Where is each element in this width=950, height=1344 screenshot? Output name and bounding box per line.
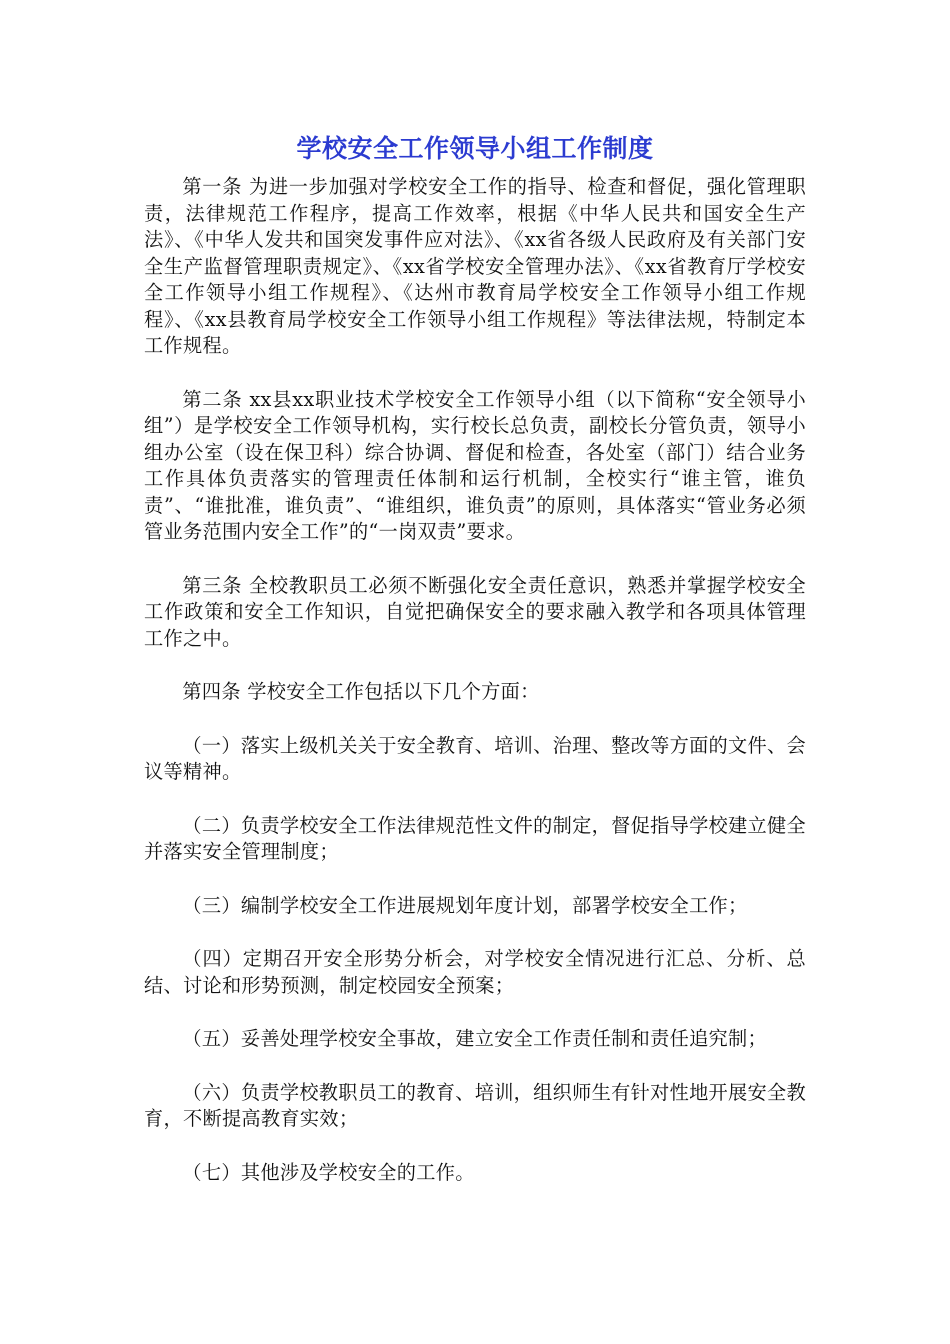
paragraph-article-1: 第一条 为进一步加强对学校安全工作的指导、检查和督促，强化管理职责，法律规范工作程序，提高工作效率，根据《中华人民共和国安全生产法》、《中华人发共和国突发事件应对法》、《xx省各级人民政府及有关部门安全生产监督管理职责规定》、《xx省学校安全管理办法》、《xx省教育厅学校安全工作领导小组工作规程》、《达州市教育局学校安全工作领导小组工作规程》、《xx县教育局学校安全工作领导小组工作规程》等法律法规，特制定本工作规程。: [144, 175, 806, 357]
list-item-5: （五）妥善处理学校安全事故，建立安全工作责任制和责任追究制；: [182, 1027, 768, 1050]
document-title: 学校安全工作领导小组工作制度: [296, 134, 654, 163]
paragraph-article-4: 第四条 学校安全工作包括以下几个方面：: [182, 680, 540, 703]
document-body: [144, 174, 806, 1186]
list-item-6: （六）负责学校教职员工的教育、培训，组织师生有针对性地开展安全教育，不断提高教育实效；: [144, 1080, 806, 1130]
paragraph-article-3: 第三条 全校教职员工必须不断强化安全责任意识，熟悉并掌握学校安全工作政策和安全工作知识，自觉把确保安全的要求融入教学和各项具体管理工作之中。: [144, 573, 806, 650]
list-item-7: （七）其他涉及学校安全的工作。: [182, 1160, 475, 1184]
paragraph-article-2: 第二条 xx县xx职业技术学校安全工作领导小组（以下简称“安全领导小组”）是学校安全工作领导机构，实行校长总负责，副校长分管负责，领导小组办公室（设在保卫科）综合协调、督促和检查，各处室（部门）结合业务工作具体负责落实的管理责任体制和运行机制，全校实行“谁主管，谁负责”、“谁批准，谁负责”、“谁组织，谁负责”的原则，具体落实“管业务必须管业务范围内安全工作”的“一岗双责”要求。: [144, 387, 806, 543]
list-item-1: （一）落实上级机关关于安全教育、培训、治理、整改等方面的文件、会议等精神。: [144, 733, 806, 783]
list-item-4: （四）定期召开安全形势分析会，对学校安全情况进行汇总、分析、总结、讨论和形势预测，制定校园安全预案；: [144, 947, 806, 997]
list-item-2: （二）负责学校安全工作法律规范性文件的制定，督促指导学校建立健全并落实安全管理制度；: [144, 813, 806, 863]
list-item-3: （三）编制学校安全工作进展规划年度计划，部署学校安全工作；: [182, 893, 748, 917]
